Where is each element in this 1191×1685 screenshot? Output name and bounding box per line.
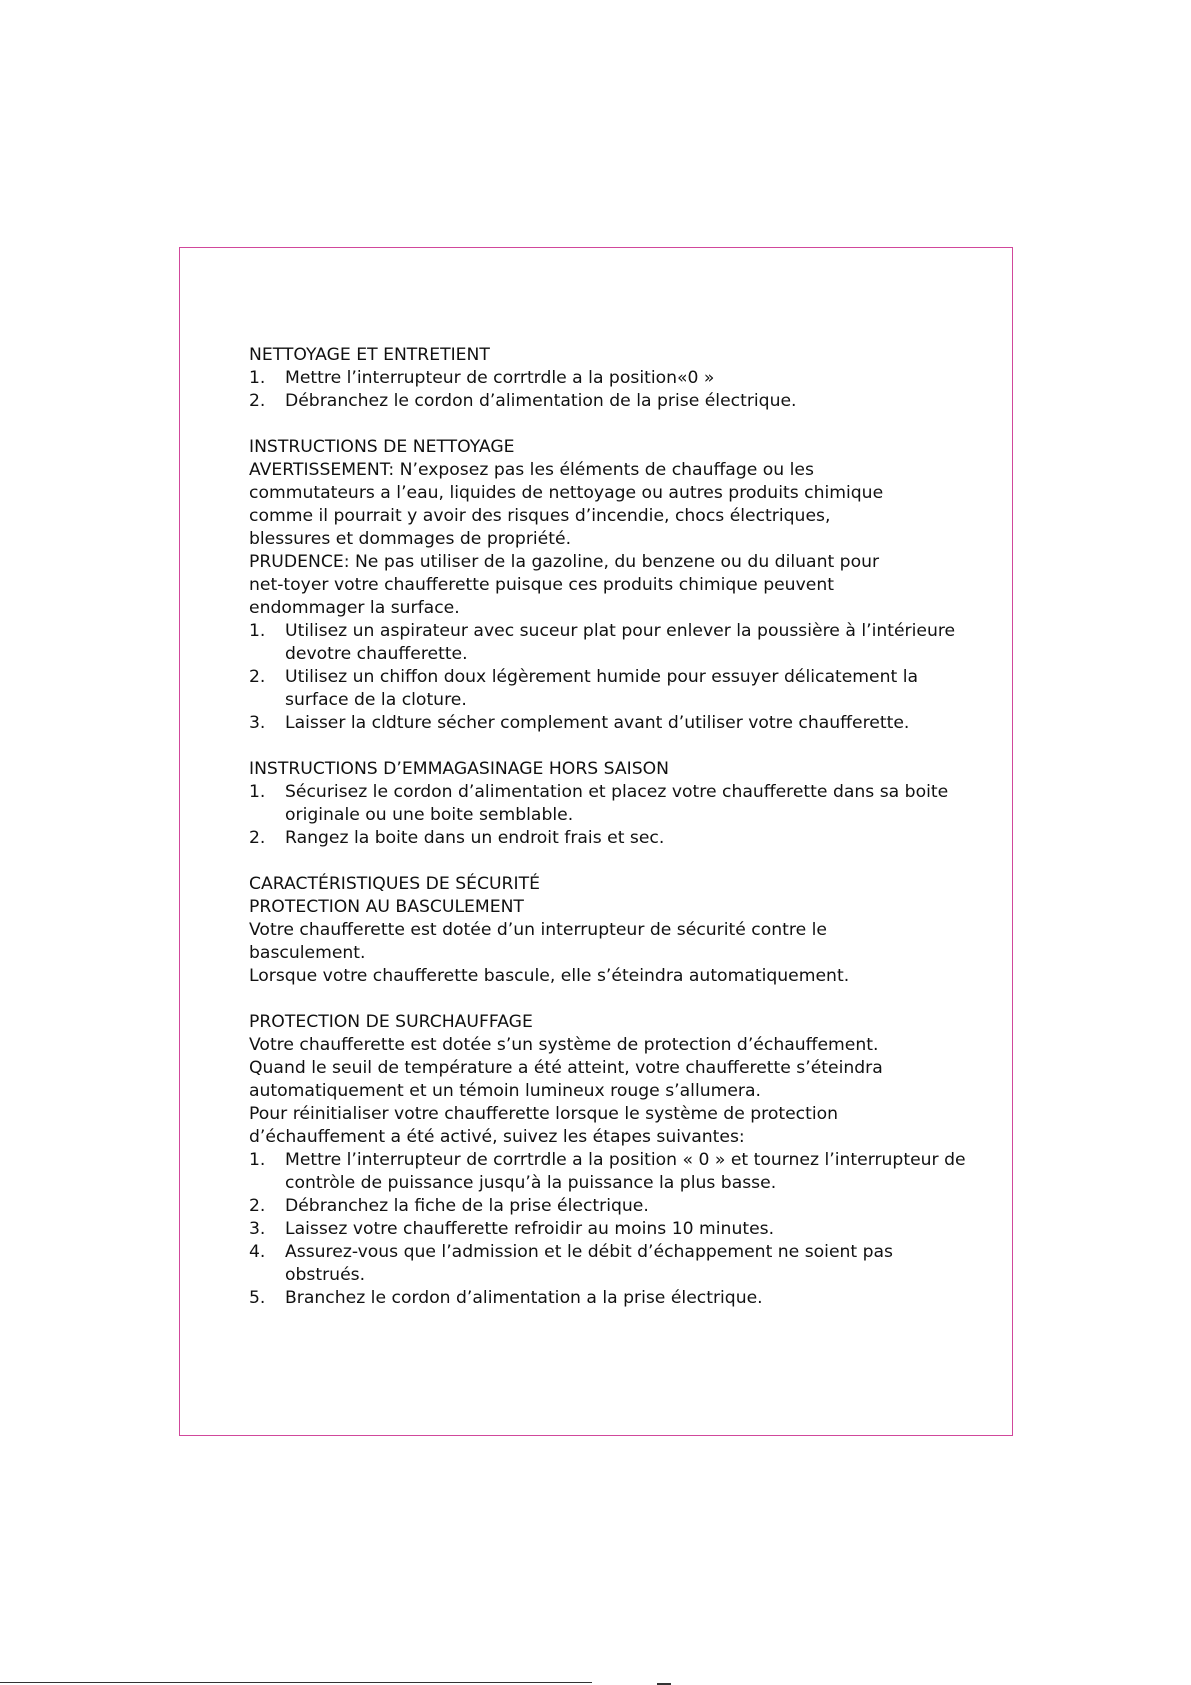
- steps-list: [249, 781, 969, 850]
- step-number: 2.: [249, 667, 266, 687]
- list-item: [249, 620, 969, 666]
- step-number: 2.: [249, 828, 266, 848]
- step-number: 3.: [249, 713, 266, 733]
- step-text: Mettre l’interrupteur de corrtrdle a la position«0 »: [285, 368, 715, 388]
- section-spacer: [249, 850, 969, 873]
- step-text: Mettre l’interrupteur de corrtrdle a la position « 0 » et tournez l’interrupteur de contròle de puissance jusqu’à la puissance la plus basse.: [285, 1150, 966, 1193]
- step-text: Débranchez le cordon d’alimentation de la prise électrique.: [285, 391, 797, 411]
- section-heading: PROTECTION DE SURCHAUFFAGE: [249, 1012, 533, 1032]
- document-body: [249, 344, 969, 1310]
- step-number: 2.: [249, 1196, 266, 1216]
- section-spacer: [249, 988, 969, 1011]
- step-text: Laissez votre chaufferette refroidir au moins 10 minutes.: [285, 1219, 775, 1239]
- section-storage: [249, 758, 969, 850]
- list-item: [249, 712, 969, 735]
- section-cleaning-maintenance: [249, 344, 969, 413]
- section-heading: NETTOYAGE ET ENTRETIENT: [249, 345, 490, 365]
- list-item: [249, 827, 969, 850]
- bottom-divider: [0, 1682, 592, 1683]
- list-item: [249, 666, 969, 712]
- list-item: [249, 390, 969, 413]
- caution-line: PRUDENCE: Ne pas utiliser de la gazoline, du benzene ou du diluant pour: [249, 552, 880, 572]
- step-number: 4.: [249, 1242, 266, 1262]
- step-number: 1.: [249, 621, 266, 641]
- step-number: 2.: [249, 391, 266, 411]
- step-number: 3.: [249, 1219, 266, 1239]
- step-number: 1.: [249, 368, 266, 388]
- steps-list: [249, 620, 969, 735]
- list-item: [249, 1218, 969, 1241]
- paragraph-line: d’échauffement a été activé, suivez les étapes suivantes:: [249, 1127, 745, 1147]
- list-item: [249, 1149, 969, 1195]
- section-heading: INSTRUCTIONS D’EMMAGASINAGE HORS SAISON: [249, 759, 669, 779]
- list-item: [249, 1287, 969, 1310]
- caution-line: net-toyer votre chaufferette puisque ces produits chimique peuvent: [249, 575, 834, 595]
- list-item: [249, 1195, 969, 1218]
- steps-list: [249, 1149, 969, 1310]
- step-text: Débranchez la fiche de la prise électrique.: [285, 1196, 649, 1216]
- step-number: 1.: [249, 1150, 266, 1170]
- paragraph-line: Pour réinitialiser votre chaufferette lorsque le système de protection: [249, 1104, 839, 1124]
- paragraph-line: Quand le seuil de température a été atteint, votre chaufferette s’éteindra: [249, 1058, 883, 1078]
- warning-line: blessures et dommages de propriété.: [249, 529, 572, 549]
- step-number: 1.: [249, 782, 266, 802]
- section-safety: [249, 873, 969, 988]
- step-text: Sécurisez le cordon d’alimentation et placez votre chaufferette dans sa boite originale ou une boite semblable.: [285, 782, 949, 825]
- paragraph-line: basculement.: [249, 943, 366, 963]
- warning-line: AVERTISSEMENT: N’exposez pas les éléments de chauffage ou les: [249, 460, 814, 480]
- step-text: Branchez le cordon d’alimentation a la prise électrique.: [285, 1288, 763, 1308]
- section-spacer: [249, 735, 969, 758]
- section-overheat: [249, 1011, 969, 1310]
- step-text: Assurez-vous que l’admission et le débit d’échappement ne soient pas obstrués.: [285, 1242, 894, 1285]
- paragraph-line: Votre chaufferette est dotée s’un système de protection d’échauffement.: [249, 1035, 879, 1055]
- step-text: Laisser la cldture sécher complement avant d’utiliser votre chaufferette.: [285, 713, 910, 733]
- section-cleaning-instructions: [249, 436, 969, 735]
- step-number: 5.: [249, 1288, 266, 1308]
- step-text: Rangez la boite dans un endroit frais et sec.: [285, 828, 665, 848]
- warning-line: commutateurs a l’eau, liquides de nettoyage ou autres produits chimique: [249, 483, 884, 503]
- section-heading: INSTRUCTIONS DE NETTOYAGE: [249, 437, 515, 457]
- section-spacer: [249, 413, 969, 436]
- list-item: [249, 781, 969, 827]
- section-heading: CARACTÉRISTIQUES DE SÉCURITÉ: [249, 874, 540, 894]
- step-text: Utilisez un aspirateur avec suceur plat pour enlever la poussière à l’intérieure devotre chaufferette.: [285, 621, 956, 664]
- caution-line: endommager la surface.: [249, 598, 460, 618]
- paragraph-line: automatiquement et un témoin lumineux rouge s’allumera.: [249, 1081, 761, 1101]
- paragraph-line: Votre chaufferette est dotée d’un interrupteur de sécurité contre le: [249, 920, 827, 940]
- paragraph-line: Lorsque votre chaufferette bascule, elle s’éteindra automatiquement.: [249, 966, 850, 986]
- warning-line: comme il pourrait y avoir des risques d’incendie, chocs électriques,: [249, 506, 831, 526]
- list-item: [249, 367, 969, 390]
- section-subheading: PROTECTION AU BASCULEMENT: [249, 897, 524, 917]
- list-item: [249, 1241, 969, 1287]
- step-text: Utilisez un chiffon doux légèrement humide pour essuyer délicatement la surface de la cloture.: [285, 667, 919, 710]
- steps-list: [249, 367, 969, 413]
